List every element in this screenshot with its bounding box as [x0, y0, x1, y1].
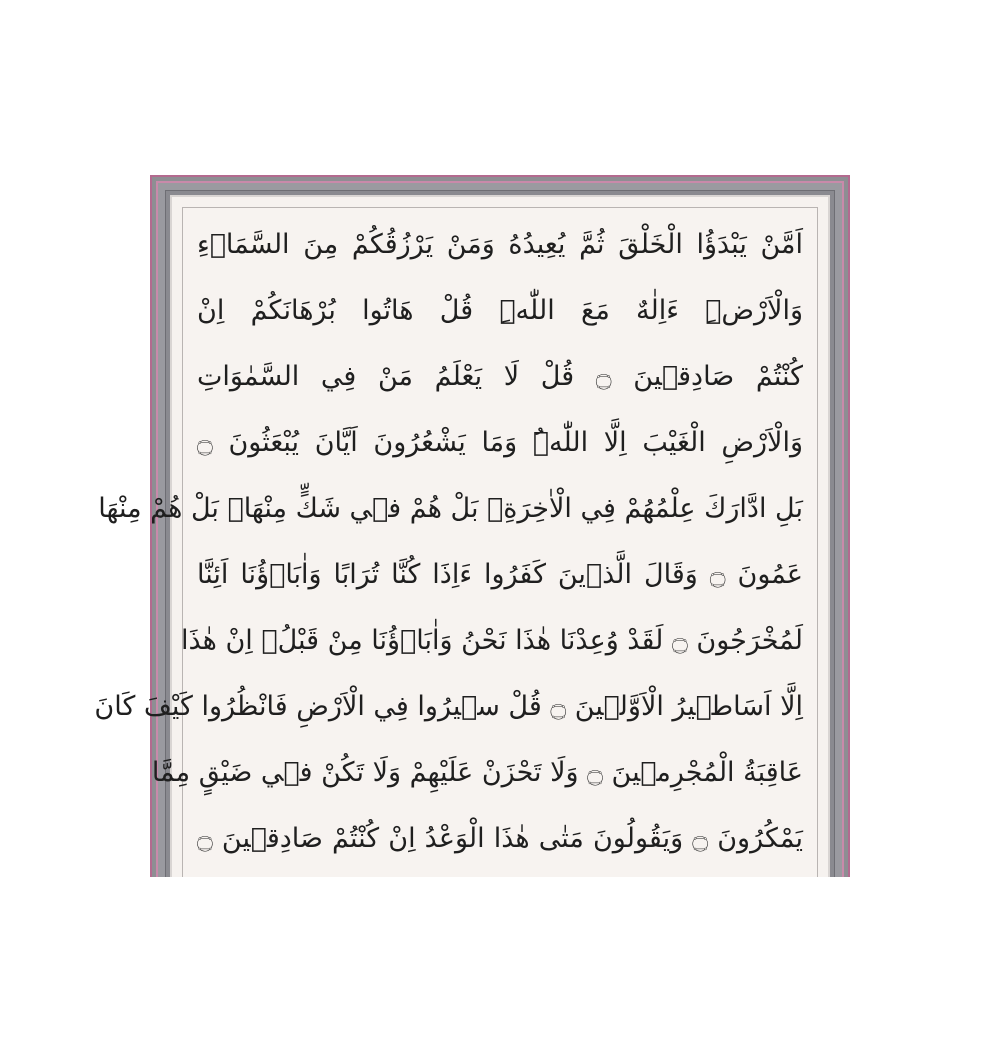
text-line-10: يَمْكُرُونَ ۝ وَيَقُولُونَ مَتٰى هٰذَا الْوَعْدُ اِنْ كُنْتُمْ صَادِق۪ينَ ۝	[197, 823, 803, 854]
page-frame-pink-border	[94, 181, 844, 877]
text-line-7: لَمُخْرَجُونَ ۝ لَقَدْ وُعِدْنَا هٰذَا نَحْنُ وَاٰبَاۤؤُنَا مِنْ قَبْلُۙ اِنْ هٰذَا	[180, 625, 803, 656]
text-line-3: كُنْتُمْ صَادِق۪ينَ ۝ قُلْ لَا يَعْلَمُ مَنْ فِي السَّمٰوَاتِ	[197, 361, 803, 392]
verse-text-block	[94, 212, 803, 872]
text-line-6: عَمُونَ ۝ وَقَالَ الَّذ۪ينَ كَفَرُوا ءَاِذَا كُنَّا تُرَابًا وَاٰبَاۤؤُنَا اَئِنَّا	[197, 559, 803, 590]
text-line-5: بَلِ ادَّارَكَ عِلْمُهُمْ فِي الْاٰخِرَةِ۠ بَلْ هُمْ ف۪ي شَكٍّ مِنْهَا۠ بَلْ هُمْ مِنْهَا	[98, 493, 803, 524]
page-frame-light-border	[94, 195, 830, 877]
mushaf-page	[94, 207, 818, 877]
text-line-2: وَالْاَرْضِۜ ءَاِلٰهٌ مَعَ اللّٰهِۜ قُلْ هَاتُوا بُرْهَانَكُمْ اِنْ	[197, 295, 803, 326]
text-line-1: اَمَّنْ يَبْدَؤُا الْخَلْقَ ثُمَّ يُعِيدُهُ وَمَنْ يَرْزُقُكُمْ مِنَ السَّمَاۤءِ	[197, 229, 803, 260]
page-frame-outer	[94, 175, 850, 877]
page-frame-grey-border	[94, 190, 835, 877]
text-line-4: وَالْاَرْضِ الْغَيْبَ اِلَّا اللّٰهُۜ وَمَا يَشْعُرُونَ اَيَّانَ يُبْعَثُونَ ۝	[197, 427, 803, 458]
text-line-9: عَاقِبَةُ الْمُجْرِم۪ينَ ۝ وَلَا تَحْزَنْ عَلَيْهِمْ وَلَا تَكُنْ ف۪ي ضَيْقٍ مِمَّا	[151, 757, 803, 788]
text-line-8: اِلَّا اَسَاط۪يرُ الْاَوَّل۪ينَ ۝ قُلْ س۪يرُوا فِي الْاَرْضِ فَانْظُرُوا كَيْفَ كَانَ	[94, 691, 803, 722]
